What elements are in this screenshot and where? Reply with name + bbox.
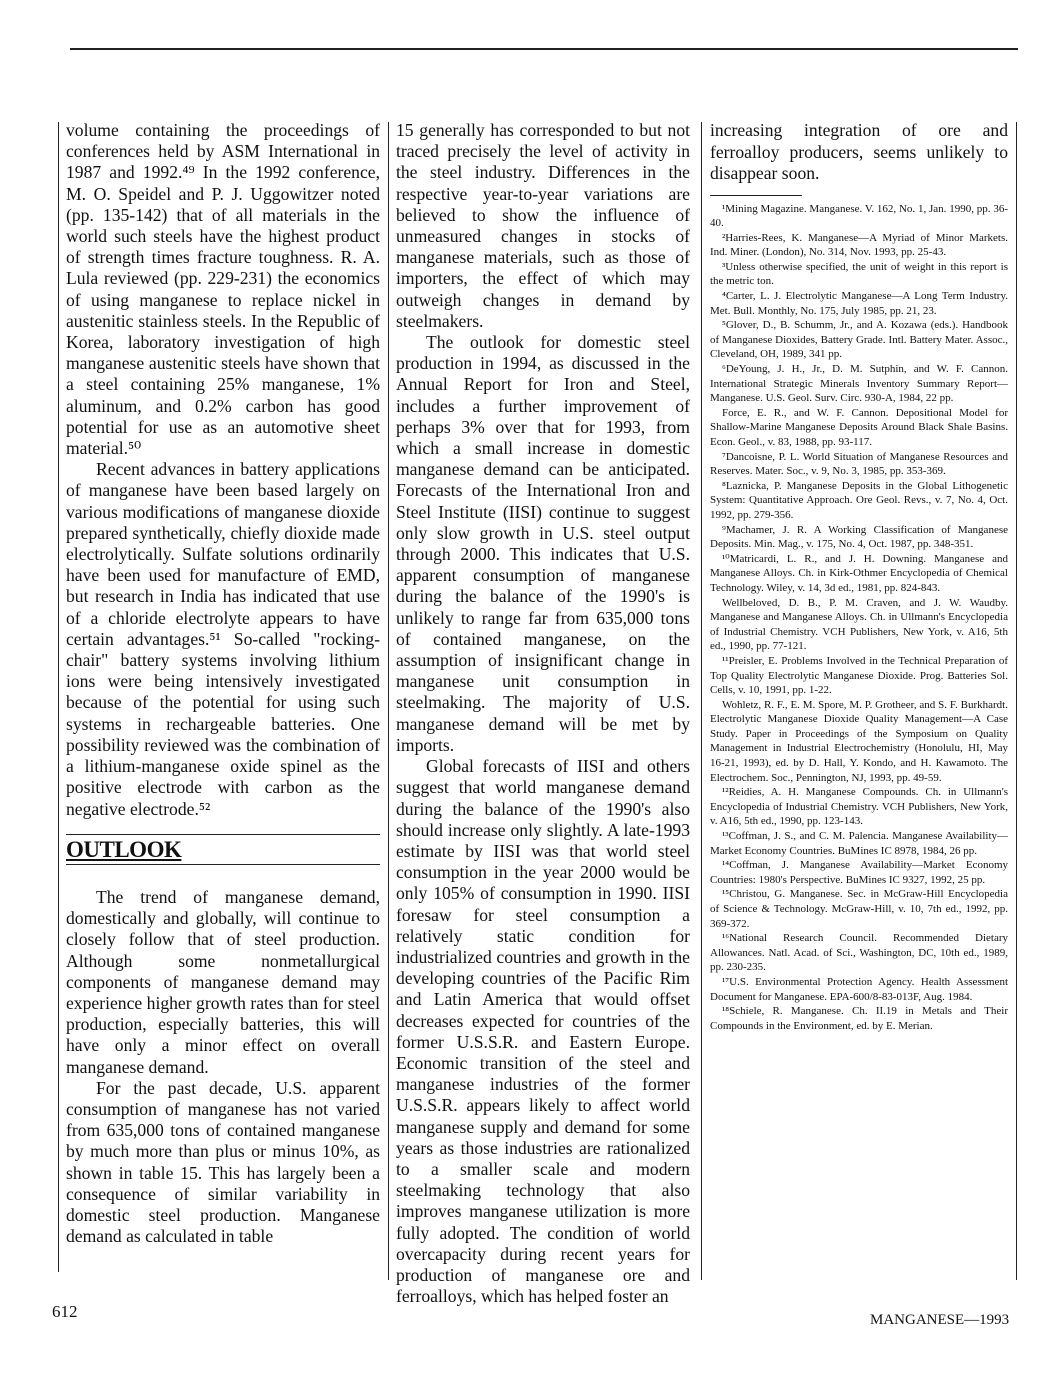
- body-paragraph: For the past decade, U.S. apparent consumption of manganese has not varied from 635,000 tons of contained manganese by much more than plus or minus 10%, as shown in table 15. This has largely been a consequence of similar variability in domestic steel production. Manganese demand as calculated in table: [66, 1077, 380, 1247]
- footnote: ¹⁵Christou, G. Manganese. Sec. in McGraw-Hill Encyclopedia of Science & Technology. McGraw-Hill, v. 10, 7th ed., 1992, pp. 369-372.: [710, 888, 1008, 930]
- column-rule-left: [58, 122, 59, 1272]
- footnote: ¹¹Preisler, E. Problems Involved in the Technical Preparation of Top Quality Electrolytic Manganese Dioxide. Prog. Batteries Sol. Cells, v. 10, 1991, pp. 1-22.: [710, 654, 1008, 697]
- body-paragraph: 15 generally has corresponded to but not traced precisely the level of activity in the steel industry. Differences in the respective year-to-year variations are believed to show the influence of unmeasured changes in stocks of manganese materials, such as those of importers, the effect of which may outweigh changes in demand by steelmakers.: [396, 120, 690, 331]
- column-2: [396, 120, 690, 1307]
- column-rule-right: [1016, 122, 1017, 1280]
- body-paragraph: Global forecasts of IISI and others suggest that world manganese demand during the balance of the 1990's also should increase only slightly. A late-1993 estimate by IISI was that world steel consumption in the year 2000 would be only 105% of consumption in 1990. IISI foresaw for steel consumption a relatively static condition for industrialized countries and growth in the developing countries of the Pacific Rim and Latin America that would offset decreases expected for countries of the former U.S.S.R. and Eastern Europe. Economic transition of the steel and manganese industries of the former U.S.S.R. appears likely to affect world manganese supply and demand for some years as those industries are rationalized to a smaller scale and modern steelmaking technology that also improves manganese utilization is more fully adopted. The condition of world overcapacity during recent years for production of manganese ore and ferroalloys, which has helped foster an: [396, 756, 690, 1307]
- footnote: ¹⁴Coffman, J. Manganese Availability—Market Economy Countries: 1980's Perspective. BuMines IC 9327, 1992, 25 pp.: [710, 859, 1008, 886]
- footnote: ¹⁷U.S. Environmental Protection Agency. Health Assessment Document for Manganese. EPA-600/8-83-013F, Aug. 1984.: [710, 975, 1008, 1003]
- body-paragraph: volume containing the proceedings of conferences held by ASM International in 1987 and 1992.⁴⁹ In the 1992 conference, M. O. Speidel and P. J. Uggowitzer noted (pp. 135-142) that of all materials in the world such steels have the highest product of strength times fracture toughness. R. A. Lula reviewed (pp. 229-231) the economics of using manganese to replace nickel in austenitic stainless steels. In the Republic of Korea, laboratory investigation of high manganese austenitic steels have shown that a steel containing 25% manganese, 1% aluminum, and 0.2% carbon has good potential for use as an automotive sheet material.⁵⁰: [66, 120, 380, 459]
- column-rule-1: [388, 122, 389, 1280]
- column-3: [710, 120, 1008, 1290]
- footnote: ⁹Machamer, J. R. A Working Classification of Manganese Deposits. Min. Mag., v. 175, No. 4, Oct. 1987, pp. 348-351.: [710, 523, 1008, 551]
- column-rule-2: [701, 122, 702, 1280]
- footnote: ¹³Coffman, J. S., and C. M. Palencia. Manganese Availability—Market Economy Countries. BuMines IC 8978, 1984, 26 pp.: [710, 830, 1008, 857]
- body-paragraph: The trend of manganese demand, domestically and globally, will continue to closely follow that of steel production. Although some nonmetallurgical components of manganese demand may experience higher growth rates than for steel production, especially batteries, this will have only a minor effect on overall manganese demand.: [66, 886, 380, 1077]
- body-paragraph: Recent advances in battery applications of manganese have been based largely on various modifications of manganese dioxide prepared synthetically, chiefly dioxide made electrolytically. Sulfate solutions ordinarily have been used for manufacture of EMD, but research in India has indicated that use of a chloride electrolyte appears to have certain advantages.⁵¹ So-called "rocking-chair" battery systems involving lithium ions were being intensively investigated because of the potential for using such systems in rechargeable batteries. One possibility reviewed was the combination of a lithium-manganese oxide spinel as the positive electrode with carbon as the negative electrode.⁵²: [66, 459, 380, 819]
- footnote: Wohletz, R. F., E. M. Spore, M. P. Grotheer, and S. F. Burkhardt. Electrolytic Manganese Dioxide Quality Management—A Case Study. Paper in Proceedings of the Symposium on Quality Management in Industrial Electrochemistry (Honolulu, HI, May 16-21, 1993), ed. by D. Hall, Y. Kondo, and H. Kawamoto. The Electrochem. Soc., Pennington, NJ, 1993, pp. 49-59.: [710, 698, 1008, 784]
- footnote-rule: [710, 195, 802, 196]
- footnote: Force, E. R., and W. F. Cannon. Depositional Model for Shallow-Marine Manganese Deposits Around Black Shale Basins. Econ. Geol., v. 83, 1988, pp. 93-117.: [710, 406, 1008, 448]
- footnote: ¹⁰Matricardi, L. R., and J. H. Downing. Manganese and Manganese Alloys. Ch. in Kirk-Othmer Encyclopedia of Chemical Technology. Wiley, v. 14, 3d ed., 1981, pp. 824-843.: [710, 552, 1008, 594]
- footnote: ¹⁶National Research Council. Recommended Dietary Allowances. Natl. Acad. of Sci., Washington, DC, 10th ed., 1989, pp. 230-235.: [710, 932, 1008, 974]
- section-heading-box: [66, 834, 380, 865]
- body-paragraph: increasing integration of ore and ferroalloy producers, seems unlikely to disappear soon.: [710, 120, 1008, 183]
- footnote: ⁵Glover, D., B. Schumm, Jr., and A. Kozawa (eds.). Handbook of Manganese Dioxides, Battery Grade. Intl. Battery Mater. Assoc., Cleveland, OH, 1989, 341 pp.: [710, 319, 1008, 361]
- footnote: ¹⁸Schiele, R. Manganese. Ch. II.19 in Metals and Their Compounds in the Environment, ed. by E. Merian.: [710, 1005, 1008, 1032]
- body-paragraph: The outlook for domestic steel production in 1994, as discussed in the Annual Report for Iron and Steel, includes a further improvement of perhaps 3% over that for 1993, from which a small increase in domestic manganese demand can be anticipated. Forecasts of the International Iron and Steel Institute (IISI) continue to suggest only slow growth in U.S. steel output through 2000. This indicates that U.S. apparent consumption of manganese during the balance of the 1990's is unlikely to range far from 635,000 tons of contained manganese, on the assumption of insignificant change in manganese unit consumption in steelmaking. The majority of U.S. manganese demand will be met by imports.: [396, 332, 690, 755]
- footnote: ⁷Dancoisne, P. L. World Situation of Manganese Resources and Reserves. Mater. Soc., v. 9, No. 3, 1985, pp. 353-369.: [710, 450, 1008, 478]
- page-number: 612: [52, 1302, 78, 1321]
- section-heading-outlook: OUTLOOK: [66, 836, 182, 862]
- footnote: ¹²Reidies, A. H. Manganese Compounds. Ch. in Ullmann's Encyclopedia of Industrial Chemistry. VCH Publishers, New York, v. A16, 5th ed., 1990, pp. 123-143.: [710, 786, 1008, 828]
- footnote-list: [710, 202, 1008, 1034]
- footnote: ⁸Laznicka, P. Manganese Deposits in the Global Lithogenetic System: Quantitative Approach. Ore Geol. Revs., v. 7, No. 4, Oct. 1992, pp. 279-356.: [710, 479, 1008, 521]
- footnote: Wellbeloved, D. B., P. M. Craven, and J. W. Waudby. Manganese and Manganese Alloys. Ch. in Ullmann's Encyclopedia of Industrial Chemistry. VCH Publishers, New York, v. A16, 5th ed., 1990, pp. 77-121.: [710, 596, 1008, 653]
- footnote: ¹Mining Magazine. Manganese. V. 162, No. 1, Jan. 1990, pp. 36-40.: [710, 202, 1008, 230]
- footnote: ⁴Carter, L. J. Electrolytic Manganese—A Long Term Industry. Met. Bull. Monthly, No. 175, July 1985, pp. 21, 23.: [710, 290, 1008, 317]
- footnote: ²Harries-Rees, K. Manganese—A Myriad of Minor Markets. Ind. Miner. (London), No. 314, Nov. 1993, pp. 25-43.: [710, 231, 1008, 259]
- top-rule: [70, 48, 1018, 50]
- footnote: ⁶DeYoung, J. H., Jr., D. M. Sutphin, and W. F. Cannon. International Strategic Minerals Inventory Summary Report—Manganese. U.S. Geol. Surv. Circ. 930-A, 1984, 22 pp.: [710, 363, 1008, 405]
- running-title: MANGANESE—1993: [870, 1312, 1010, 1328]
- column-1: [66, 120, 380, 1280]
- footnote: ³Unless otherwise specified, the unit of weight in this report is the metric ton.: [710, 260, 1008, 288]
